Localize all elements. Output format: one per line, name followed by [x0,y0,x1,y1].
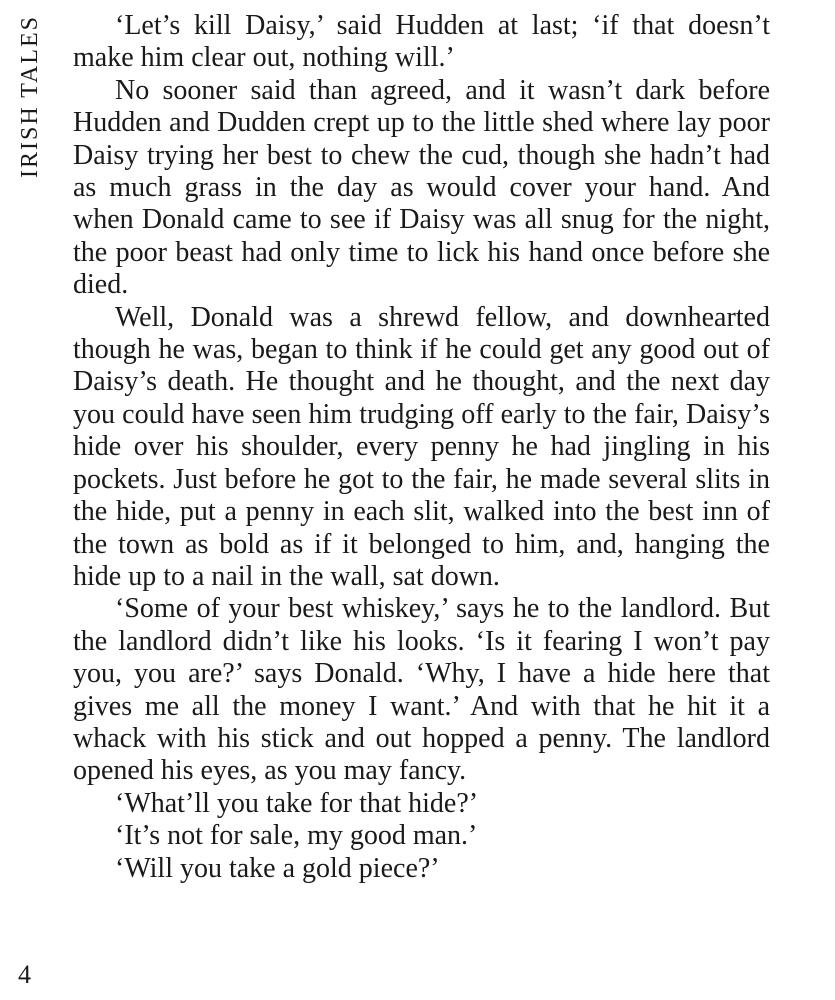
running-head: IRISH TALES [17,15,43,178]
page-number: 4 [18,960,31,989]
body-text [73,10,770,885]
paragraph: No sooner said than agreed, and it wasn’t dark before Hudden and Dudden crept up to the little shed where lay poor Daisy trying her best to chew the cud, though she hadn’t had as much grass in the day as would cover your hand. And when Donald came to see if Daisy was all snug for the night, the poor beast had only time to lick his hand once before she died. [73,74,770,301]
paragraph: ‘Will you take a gold piece?’ [115,852,440,884]
paragraph: ‘Some of your best whiskey,’ says he to the landlord. But the landlord didn’t like his looks. ‘Is it fearing I won’t pay you, you are?’ says Donald. ‘Why, I have a hide here that gives me all the money I want.’ And with that he hit it a whack with his stick and out hopped a penny. The landlord opened his eyes, as you may fancy. [73,593,770,787]
paragraph: ‘Let’s kill Daisy,’ said Hudden at last; ‘if that doesn’t make him clear out, nothing will.’ [73,10,770,74]
paragraph: ‘It’s not for sale, my good man.’ [115,820,478,852]
paragraph: Well, Donald was a shrewd fellow, and downhearted though he was, began to think if he could get any good out of Daisy’s death. He thought and he thought, and the next day you could have seen him trudging off early to the fair, Daisy’s hide over his shoulder, every penny he had jingling in his pockets. Just before he got to the fair, he made several slits in the hide, put a penny in each slit, walked into the best inn of the town as bold as if it belonged to him, and, hanging the hide up to a nail in the wall, sat down. [73,301,770,592]
paragraph: ‘What’ll you take for that hide?’ [115,787,479,819]
